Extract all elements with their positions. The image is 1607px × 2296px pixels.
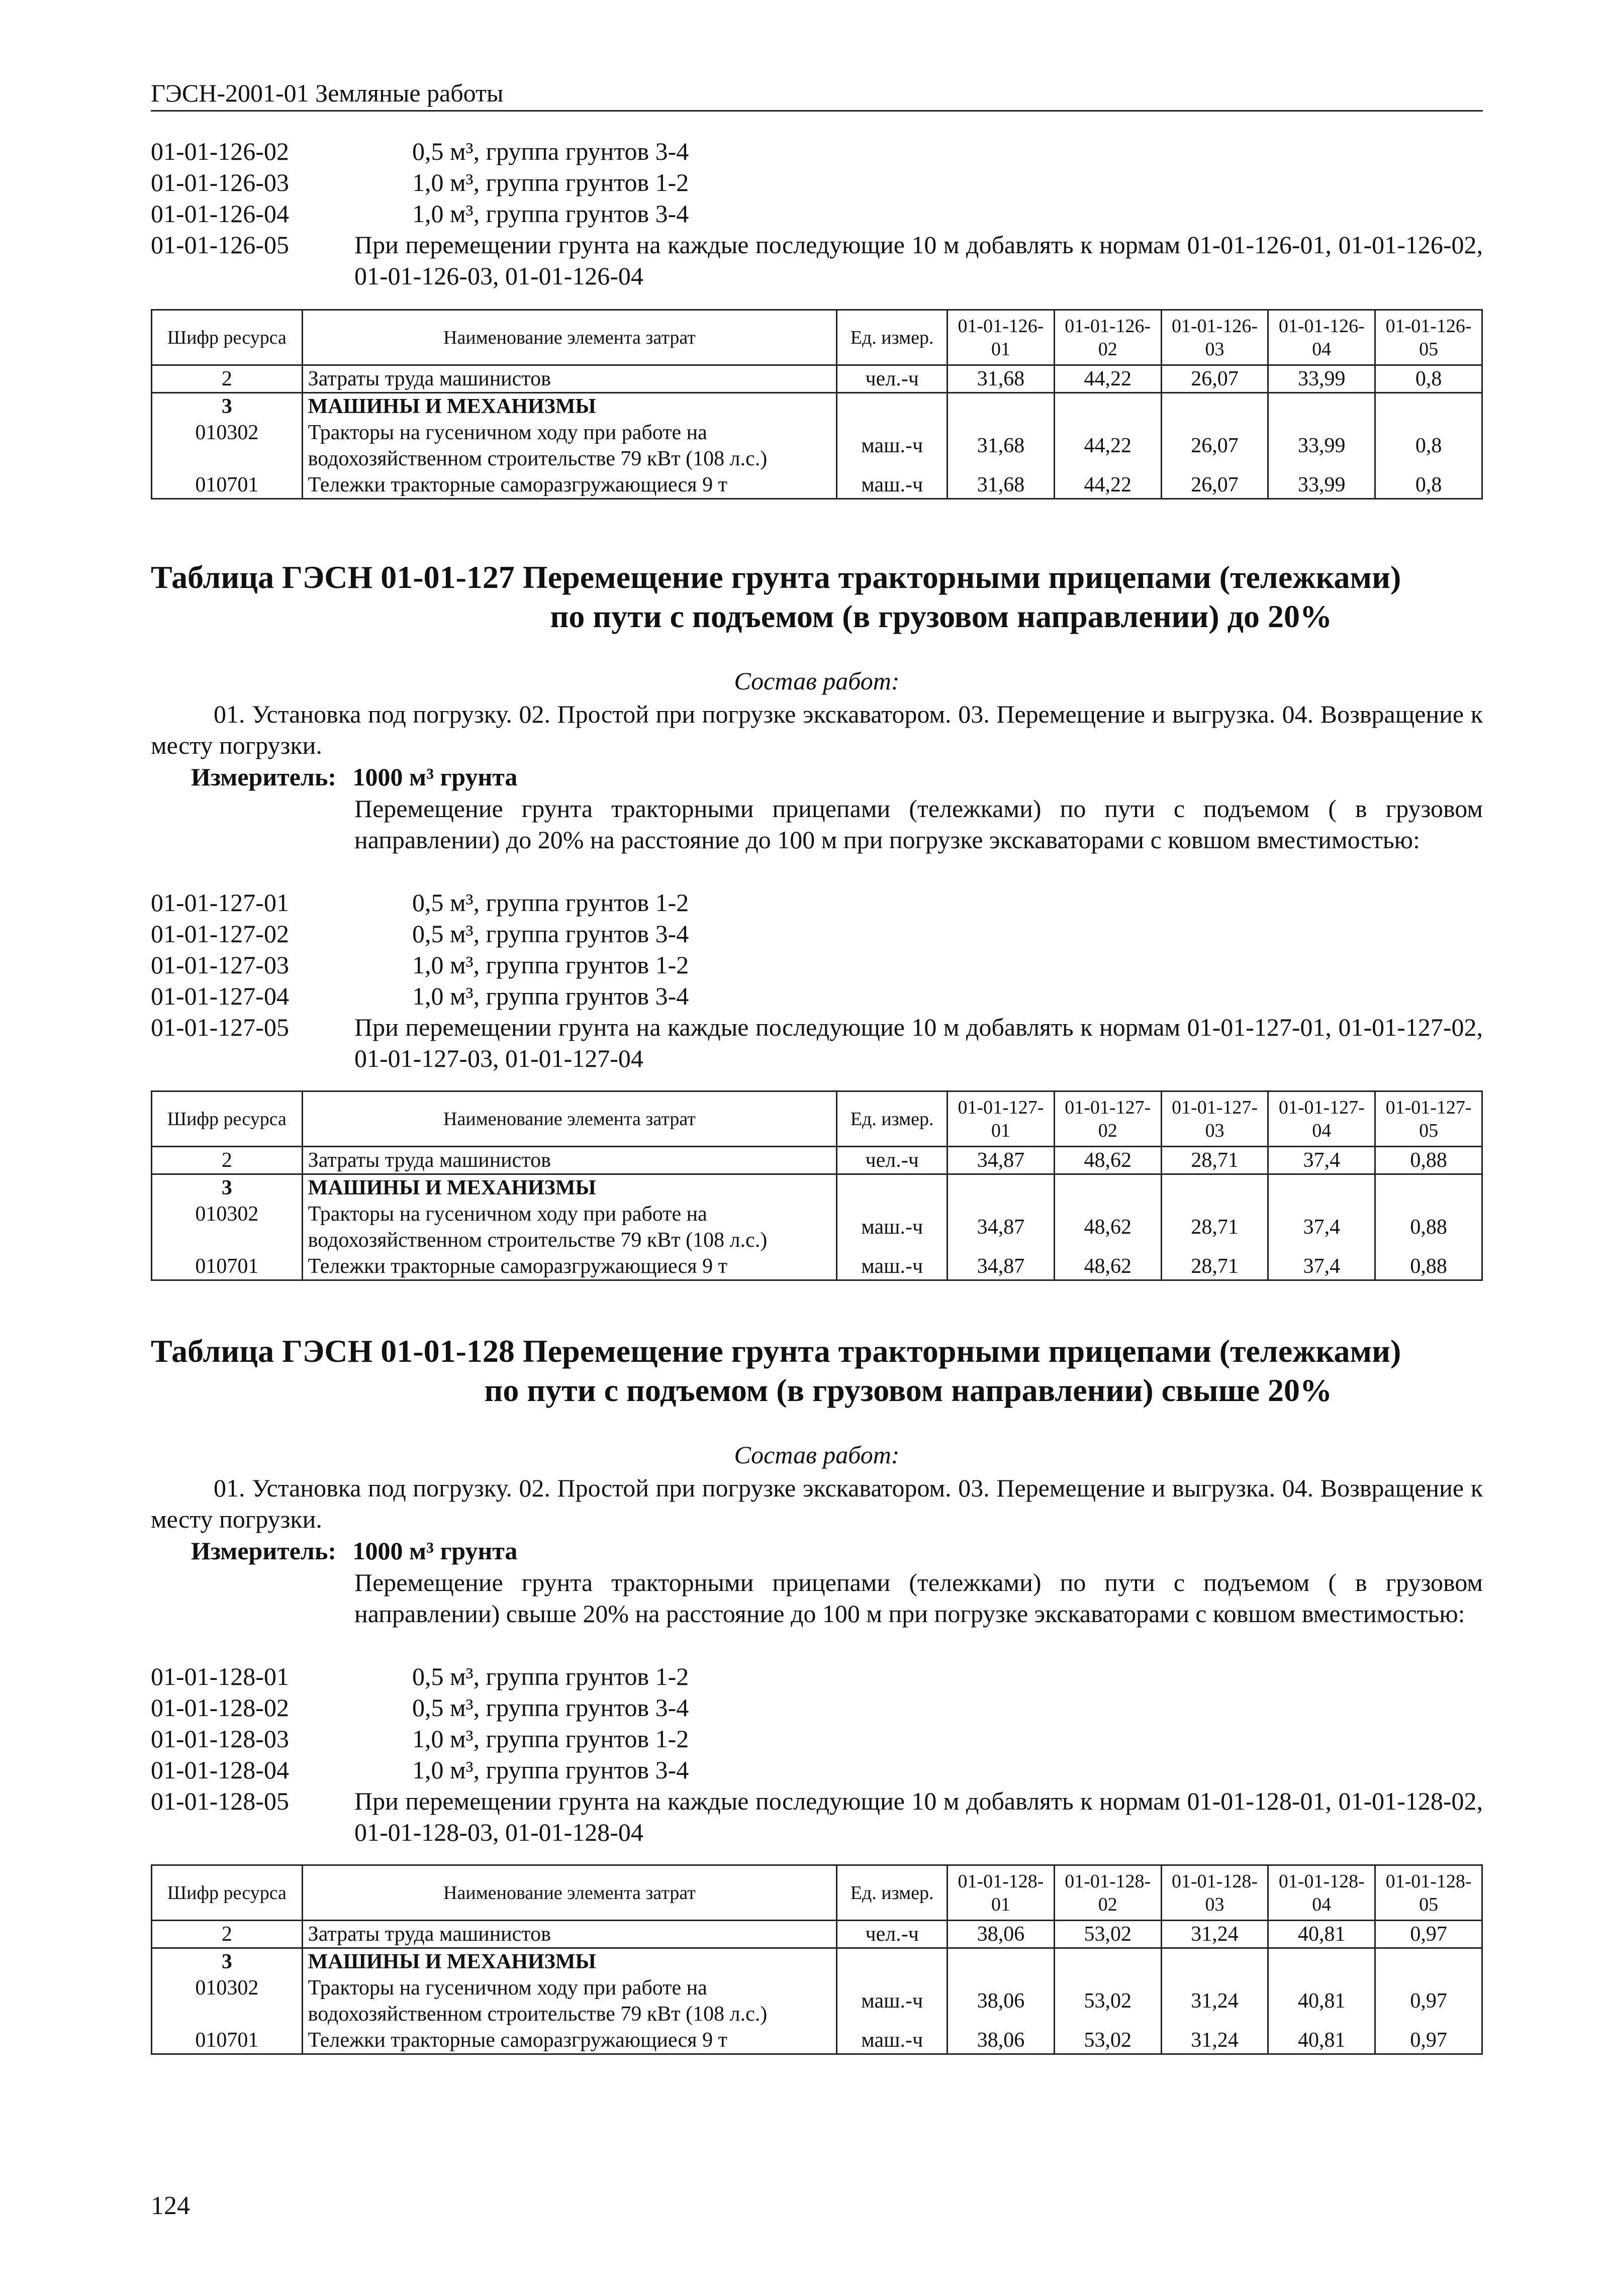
cell-value: 31,68 — [948, 365, 1055, 393]
cell-name: Тележки тракторные саморазгружающиеся 9 т — [302, 472, 837, 499]
measure-line — [191, 761, 517, 792]
table-header-row — [152, 1091, 1482, 1147]
norm-description: При перемещении грунта на каждые последующие 10 м добавлять к нормам 01-01-127-01, 01-01-127-02, 01-01-127-03, 01-01-127-04 — [354, 1013, 1483, 1072]
header-col: 01-01-127-03 — [1161, 1091, 1268, 1147]
cell-code: 010701 — [152, 2027, 303, 2054]
cell-value: 0,88 — [1375, 1147, 1482, 1174]
code-list-126 — [151, 136, 1483, 291]
cell-name: Тележки тракторные саморазгружающиеся 9 т — [302, 1253, 837, 1280]
table-row — [152, 2027, 1482, 2054]
cell-value: 31,24 — [1161, 1921, 1268, 1948]
norm-description: 0,5 м³, группа грунтов 1-2 — [412, 1662, 689, 1690]
cell-value — [1268, 1174, 1375, 1202]
norm-code: 01-01-127-02 — [151, 920, 289, 948]
norm-code: 01-01-128-04 — [151, 1756, 289, 1784]
code-row — [151, 1692, 1483, 1723]
code-row — [151, 1012, 1483, 1074]
cell-value: 0,97 — [1375, 1975, 1482, 2027]
measure-line — [191, 1535, 517, 1566]
cell-value: 33,99 — [1268, 365, 1375, 393]
norm-description: При перемещении грунта на каждые последующие 10 м добавлять к нормам 01-01-126-01, 01-01-126-02, 01-01-126-03, 01-01-126-04 — [354, 231, 1483, 290]
cell-unit: маш.-ч — [837, 2027, 948, 2054]
code-row — [151, 1785, 1483, 1848]
cell-value: 28,71 — [1161, 1253, 1268, 1280]
cell-code: 3 — [152, 393, 303, 420]
table-row — [152, 472, 1482, 499]
norm-code: 01-01-126-04 — [151, 199, 289, 228]
code-list-127 — [151, 887, 1483, 1074]
cell-value: 40,81 — [1268, 1921, 1375, 1948]
cell-value — [1268, 393, 1375, 420]
header-col: 01-01-127-05 — [1375, 1091, 1482, 1147]
code-row — [151, 1754, 1483, 1785]
code-row — [151, 136, 1483, 167]
header-code: Шифр ресурса — [152, 310, 303, 365]
cell-value: 26,07 — [1161, 365, 1268, 393]
table-row — [152, 1948, 1482, 1975]
section-title-128 — [151, 1332, 1483, 1410]
norm-description: 1,0 м³, группа грунтов 1-2 — [412, 1725, 689, 1753]
resource-table-126 — [151, 309, 1483, 500]
cell-unit — [837, 1948, 948, 1975]
cell-unit: чел.-ч — [837, 1921, 948, 1948]
resource-table-128 — [151, 1864, 1483, 2055]
norm-description: При перемещении грунта на каждые последующие 10 м добавлять к нормам 01-01-128-01, 01-01-128-02, 01-01-128-03, 01-01-128-04 — [354, 1787, 1483, 1846]
table-row — [152, 393, 1482, 420]
resource-table-127 — [151, 1090, 1483, 1281]
cell-value: 53,02 — [1054, 2027, 1161, 2054]
norm-description: 1,0 м³, группа грунтов 3-4 — [412, 982, 689, 1010]
cell-value: 48,62 — [1054, 1147, 1161, 1174]
header-name: Наименование элемента затрат — [302, 310, 837, 365]
header-col: 01-01-126-05 — [1375, 310, 1482, 365]
cell-value: 0,8 — [1375, 365, 1482, 393]
cell-unit: маш.-ч — [837, 1975, 948, 2027]
cell-code: 010701 — [152, 472, 303, 499]
cell-value: 28,71 — [1161, 1201, 1268, 1253]
cell-value — [948, 1948, 1055, 1975]
code-row — [151, 887, 1483, 918]
cell-unit: маш.-ч — [837, 1253, 948, 1280]
cell-value: 0,8 — [1375, 420, 1482, 472]
table-row — [152, 1201, 1482, 1253]
cell-value: 26,07 — [1161, 420, 1268, 472]
table-header-row — [152, 1865, 1482, 1921]
norm-description: 0,5 м³, группа грунтов 1-2 — [412, 888, 689, 917]
cell-value: 44,22 — [1054, 365, 1161, 393]
cell-value: 40,81 — [1268, 1975, 1375, 2027]
cell-value: 44,22 — [1054, 472, 1161, 499]
header-col: 01-01-127-04 — [1268, 1091, 1375, 1147]
code-row — [151, 229, 1483, 291]
cell-value: 53,02 — [1054, 1975, 1161, 2027]
header-col: 01-01-126-04 — [1268, 310, 1375, 365]
section-title-line: по пути с подъемом (в грузовом направлении) до 20% — [550, 598, 1332, 634]
header-col: 01-01-128-02 — [1054, 1865, 1161, 1921]
table-row — [152, 365, 1482, 393]
cell-name: МАШИНЫ И МЕХАНИЗМЫ — [302, 1174, 837, 1202]
cell-code: 010302 — [152, 1975, 303, 2027]
table-row — [152, 420, 1482, 472]
cell-value: 37,4 — [1268, 1147, 1375, 1174]
cell-value — [1161, 393, 1268, 420]
code-row — [151, 980, 1483, 1012]
cell-value: 53,02 — [1054, 1921, 1161, 1948]
norm-description: 1,0 м³, группа грунтов 1-2 — [412, 951, 689, 979]
cell-code: 3 — [152, 1948, 303, 1975]
code-row — [151, 1661, 1483, 1692]
cell-name: МАШИНЫ И МЕХАНИЗМЫ — [302, 393, 837, 420]
header-col: 01-01-128-05 — [1375, 1865, 1482, 1921]
header-col: 01-01-128-01 — [948, 1865, 1055, 1921]
norm-code: 01-01-127-04 — [151, 982, 289, 1010]
header-col: 01-01-128-04 — [1268, 1865, 1375, 1921]
table-header-row — [152, 310, 1482, 365]
cell-value: 0,88 — [1375, 1253, 1482, 1280]
cell-value: 37,4 — [1268, 1253, 1375, 1280]
header-code: Шифр ресурса — [152, 1865, 303, 1921]
header-col: 01-01-127-01 — [948, 1091, 1055, 1147]
code-list-128 — [151, 1661, 1483, 1848]
cell-value — [1375, 393, 1482, 420]
cell-value: 31,68 — [948, 420, 1055, 472]
cell-name: Затраты труда машинистов — [302, 365, 837, 393]
work-composition-label: Состав работ: — [734, 667, 900, 695]
header-code: Шифр ресурса — [152, 1091, 303, 1147]
cell-name: МАШИНЫ И МЕХАНИЗМЫ — [302, 1948, 837, 1975]
cell-unit: маш.-ч — [837, 472, 948, 499]
work-composition-label: Состав работ: — [734, 1441, 900, 1469]
header-col: 01-01-128-03 — [1161, 1865, 1268, 1921]
cell-value: 38,06 — [948, 1975, 1055, 2027]
norm-description: 1,0 м³, группа грунтов 3-4 — [412, 1756, 689, 1784]
work-composition-text: 01. Установка под погрузку. 02. Простой при погрузке экскаватором. 03. Перемещение и выгрузка. 04. Возвращение к месту погрузки. — [151, 1474, 1483, 1533]
section-title-line: Таблица ГЭСН 01-01-127 Перемещение грунта тракторными прицепами (тележками) — [151, 559, 1401, 595]
norm-code: 01-01-128-02 — [151, 1693, 289, 1722]
code-row — [151, 1723, 1483, 1754]
cell-value: 31,24 — [1161, 2027, 1268, 2054]
header-unit: Ед. измер. — [837, 1865, 948, 1921]
norm-code: 01-01-126-05 — [151, 231, 289, 259]
header-col: 01-01-126-03 — [1161, 310, 1268, 365]
cell-value — [1161, 1948, 1268, 1975]
cell-value: 38,06 — [948, 1921, 1055, 1948]
table-row — [152, 1174, 1482, 1202]
cell-code: 3 — [152, 1174, 303, 1202]
cell-value: 31,24 — [1161, 1975, 1268, 2027]
norm-intro: Перемещение грунта тракторными прицепами (тележками) по пути с подъемом ( в грузовом направлении) до 20% на расстояние до 100 м при погрузке экскаваторами с ковшом вместимостью: — [354, 794, 1483, 854]
table-row — [152, 1921, 1482, 1948]
norm-description: 1,0 м³, группа грунтов 3-4 — [412, 199, 689, 228]
cell-name: Тракторы на гусеничном ходу при работе на водохозяйственном строительстве 79 кВт (108 л.с.) — [302, 420, 837, 472]
norm-description: 0,5 м³, группа грунтов 3-4 — [412, 137, 689, 165]
cell-value — [1161, 1174, 1268, 1202]
cell-value: 26,07 — [1161, 472, 1268, 499]
cell-unit: чел.-ч — [837, 1147, 948, 1174]
header-col: 01-01-127-02 — [1054, 1091, 1161, 1147]
norm-code: 01-01-127-05 — [151, 1013, 289, 1041]
cell-value: 40,81 — [1268, 2027, 1375, 2054]
norm-code: 01-01-128-01 — [151, 1662, 289, 1690]
cell-value — [948, 393, 1055, 420]
cell-code: 2 — [152, 1921, 303, 1948]
cell-value: 44,22 — [1054, 420, 1161, 472]
work-composition-text: 01. Установка под погрузку. 02. Простой при погрузке экскаватором. 03. Перемещение и выгрузка. 04. Возвращение к месту погрузки. — [151, 700, 1483, 759]
cell-value: 34,87 — [948, 1147, 1055, 1174]
cell-unit: маш.-ч — [837, 420, 948, 472]
measure-value: 1000 м³ грунта — [352, 763, 518, 791]
cell-value — [1054, 1174, 1161, 1202]
cell-name: Тележки тракторные саморазгружающиеся 9 т — [302, 2027, 837, 2054]
norm-code: 01-01-127-03 — [151, 951, 289, 979]
cell-value: 33,99 — [1268, 420, 1375, 472]
header-col: 01-01-126-02 — [1054, 310, 1161, 365]
cell-value — [948, 1174, 1055, 1202]
section-title-line: Таблица ГЭСН 01-01-128 Перемещение грунта тракторными прицепами (тележками) — [151, 1333, 1401, 1369]
cell-unit: чел.-ч — [837, 365, 948, 393]
cell-unit — [837, 393, 948, 420]
header-unit: Ед. измер. — [837, 310, 948, 365]
cell-value: 34,87 — [948, 1201, 1055, 1253]
cell-name: Затраты труда машинистов — [302, 1147, 837, 1174]
cell-value — [1054, 393, 1161, 420]
cell-value: 48,62 — [1054, 1253, 1161, 1280]
norm-code: 01-01-126-03 — [151, 168, 289, 196]
table-row — [152, 1253, 1482, 1280]
norm-description: 0,5 м³, группа грунтов 3-4 — [412, 920, 689, 948]
table-row — [152, 1147, 1482, 1174]
cell-code: 2 — [152, 365, 303, 393]
norm-code: 01-01-127-01 — [151, 888, 289, 917]
cell-value: 33,99 — [1268, 472, 1375, 499]
cell-value — [1375, 1174, 1482, 1202]
cell-name: Тракторы на гусеничном ходу при работе на водохозяйственном строительстве 79 кВт (108 л.с.) — [302, 1975, 837, 2027]
cell-value — [1054, 1948, 1161, 1975]
cell-name: Тракторы на гусеничном ходу при работе на водохозяйственном строительстве 79 кВт (108 л.с.) — [302, 1201, 837, 1253]
cell-code: 010701 — [152, 1253, 303, 1280]
cell-value: 31,68 — [948, 472, 1055, 499]
measure-label: Измеритель: — [191, 763, 337, 791]
code-row — [151, 949, 1483, 980]
cell-code: 2 — [152, 1147, 303, 1174]
cell-unit: маш.-ч — [837, 1201, 948, 1253]
header-col: 01-01-126-01 — [948, 310, 1055, 365]
cell-value: 28,71 — [1161, 1147, 1268, 1174]
cell-unit — [837, 1174, 948, 1202]
norm-description: 0,5 м³, группа грунтов 3-4 — [412, 1693, 689, 1722]
cell-value — [1268, 1948, 1375, 1975]
code-row — [151, 198, 1483, 229]
cell-code: 010302 — [152, 1201, 303, 1253]
code-row — [151, 167, 1483, 198]
norm-description: 1,0 м³, группа грунтов 1-2 — [412, 168, 689, 196]
measure-label: Измеритель: — [191, 1537, 337, 1565]
measure-value: 1000 м³ грунта — [352, 1537, 518, 1565]
cell-value: 0,97 — [1375, 2027, 1482, 2054]
code-row — [151, 918, 1483, 949]
header-unit: Ед. измер. — [837, 1091, 948, 1147]
cell-value — [1375, 1948, 1482, 1975]
cell-code: 010302 — [152, 420, 303, 472]
page-header: ГЭСН-2001-01 Земляные работы — [151, 78, 1483, 112]
norm-code: 01-01-126-02 — [151, 137, 289, 165]
cell-value: 0,8 — [1375, 472, 1482, 499]
table-row — [152, 1975, 1482, 2027]
cell-name: Затраты труда машинистов — [302, 1921, 837, 1948]
section-title-line: по пути с подъемом (в грузовом направлении) свыше 20% — [484, 1372, 1332, 1408]
cell-value: 48,62 — [1054, 1201, 1161, 1253]
section-title-127 — [151, 558, 1483, 636]
cell-value: 38,06 — [948, 2027, 1055, 2054]
norm-code: 01-01-128-05 — [151, 1787, 289, 1815]
cell-value: 34,87 — [948, 1253, 1055, 1280]
page-number: 124 — [151, 2191, 190, 2220]
norm-code: 01-01-128-03 — [151, 1725, 289, 1753]
cell-value: 0,88 — [1375, 1201, 1482, 1253]
norm-intro: Перемещение грунта тракторными прицепами (тележками) по пути с подъемом ( в грузовом направлении) свыше 20% на расстояние до 100 м при погрузке экскаваторами с ковшом вместимостью: — [354, 1568, 1483, 1628]
header-name: Наименование элемента затрат — [302, 1865, 837, 1921]
cell-value: 0,97 — [1375, 1921, 1482, 1948]
header-name: Наименование элемента затрат — [302, 1091, 837, 1147]
cell-value: 37,4 — [1268, 1201, 1375, 1253]
